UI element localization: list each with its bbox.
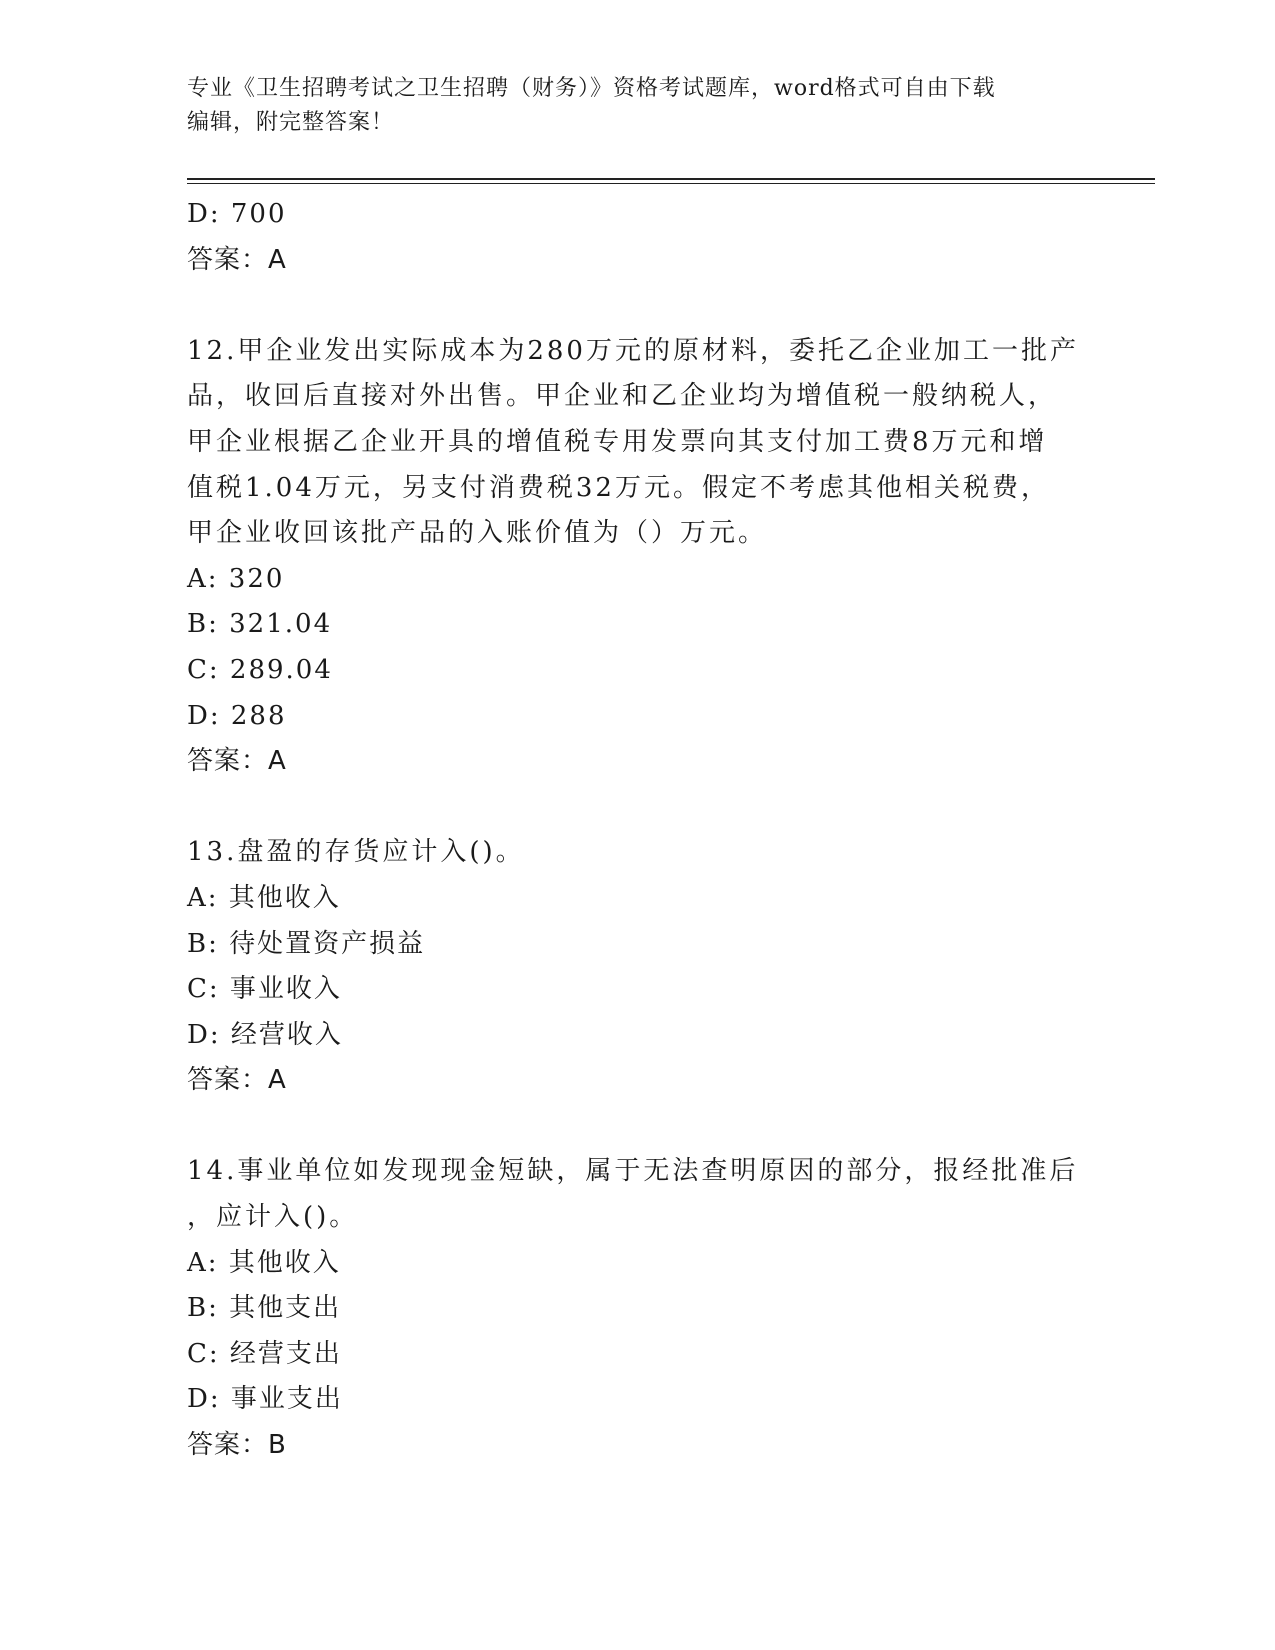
answer-label: 答案：A: [187, 244, 287, 275]
option-c: C: 经营支出: [187, 1338, 342, 1369]
answer-label: 答案：A: [187, 1065, 287, 1096]
question-14: [187, 1149, 1087, 1468]
option-d: D: 经营收入: [187, 1019, 343, 1050]
stem-line: 12.甲企业发出实际成本为280万元的原材料，委托乙企业加工一批产: [187, 335, 1079, 366]
question-stem: [187, 1149, 1087, 1240]
option-b: B: 待处置资产损益: [187, 928, 426, 959]
option-d: D: 700: [187, 199, 287, 229]
header-divider-thick: [187, 178, 1155, 180]
option-b: B: 其他支出: [187, 1293, 342, 1324]
document-header: [187, 72, 1087, 140]
header-divider-thin: [187, 183, 1155, 184]
question-12: [187, 329, 1087, 785]
option-d: D: 288: [187, 700, 287, 731]
question-stem: [187, 830, 1087, 876]
option-a: A: 其他收入: [187, 882, 341, 913]
answer-label: 答案：A: [187, 746, 287, 777]
header-line-1: 专业《卫生招聘考试之卫生招聘（财务）》资格考试题库，word格式可自由下载: [187, 76, 996, 101]
stem-line: 14.事业单位如发现现金短缺，属于无法查明原因的部分，报经批准后: [187, 1156, 1079, 1187]
stem-line: 品，收回后直接对外出售。甲企业和乙企业均为增值税一般纳税人，: [187, 381, 1058, 412]
stem-line: 13.盘盈的存货应计入()。: [187, 837, 525, 868]
question-stem: [187, 329, 1087, 557]
option-a: A: 320: [187, 563, 285, 594]
option-d: D: 事业支出: [187, 1384, 343, 1415]
stem-line: 甲企业收回该批产品的入账价值为（）万元。: [187, 518, 768, 549]
header-line-2: 编辑，附完整答案！: [187, 110, 395, 135]
question-11-tail: [187, 192, 1087, 283]
stem-line: ，应计入()。: [187, 1202, 359, 1233]
document-body: [187, 192, 1087, 1469]
answer-label: 答案：B: [187, 1430, 287, 1461]
option-a: A: 其他收入: [187, 1247, 341, 1278]
stem-line: 甲企业根据乙企业开具的增值税专用发票向其支付加工费8万元和增: [187, 426, 1048, 457]
option-c: C: 289.04: [187, 654, 333, 685]
option-b: B: 321.04: [187, 609, 333, 640]
stem-line: 值税1.04万元，另支付消费税32万元。假定不考虑其他相关税费，: [187, 472, 1050, 503]
question-13: [187, 830, 1087, 1104]
option-c: C: 事业收入: [187, 974, 342, 1005]
